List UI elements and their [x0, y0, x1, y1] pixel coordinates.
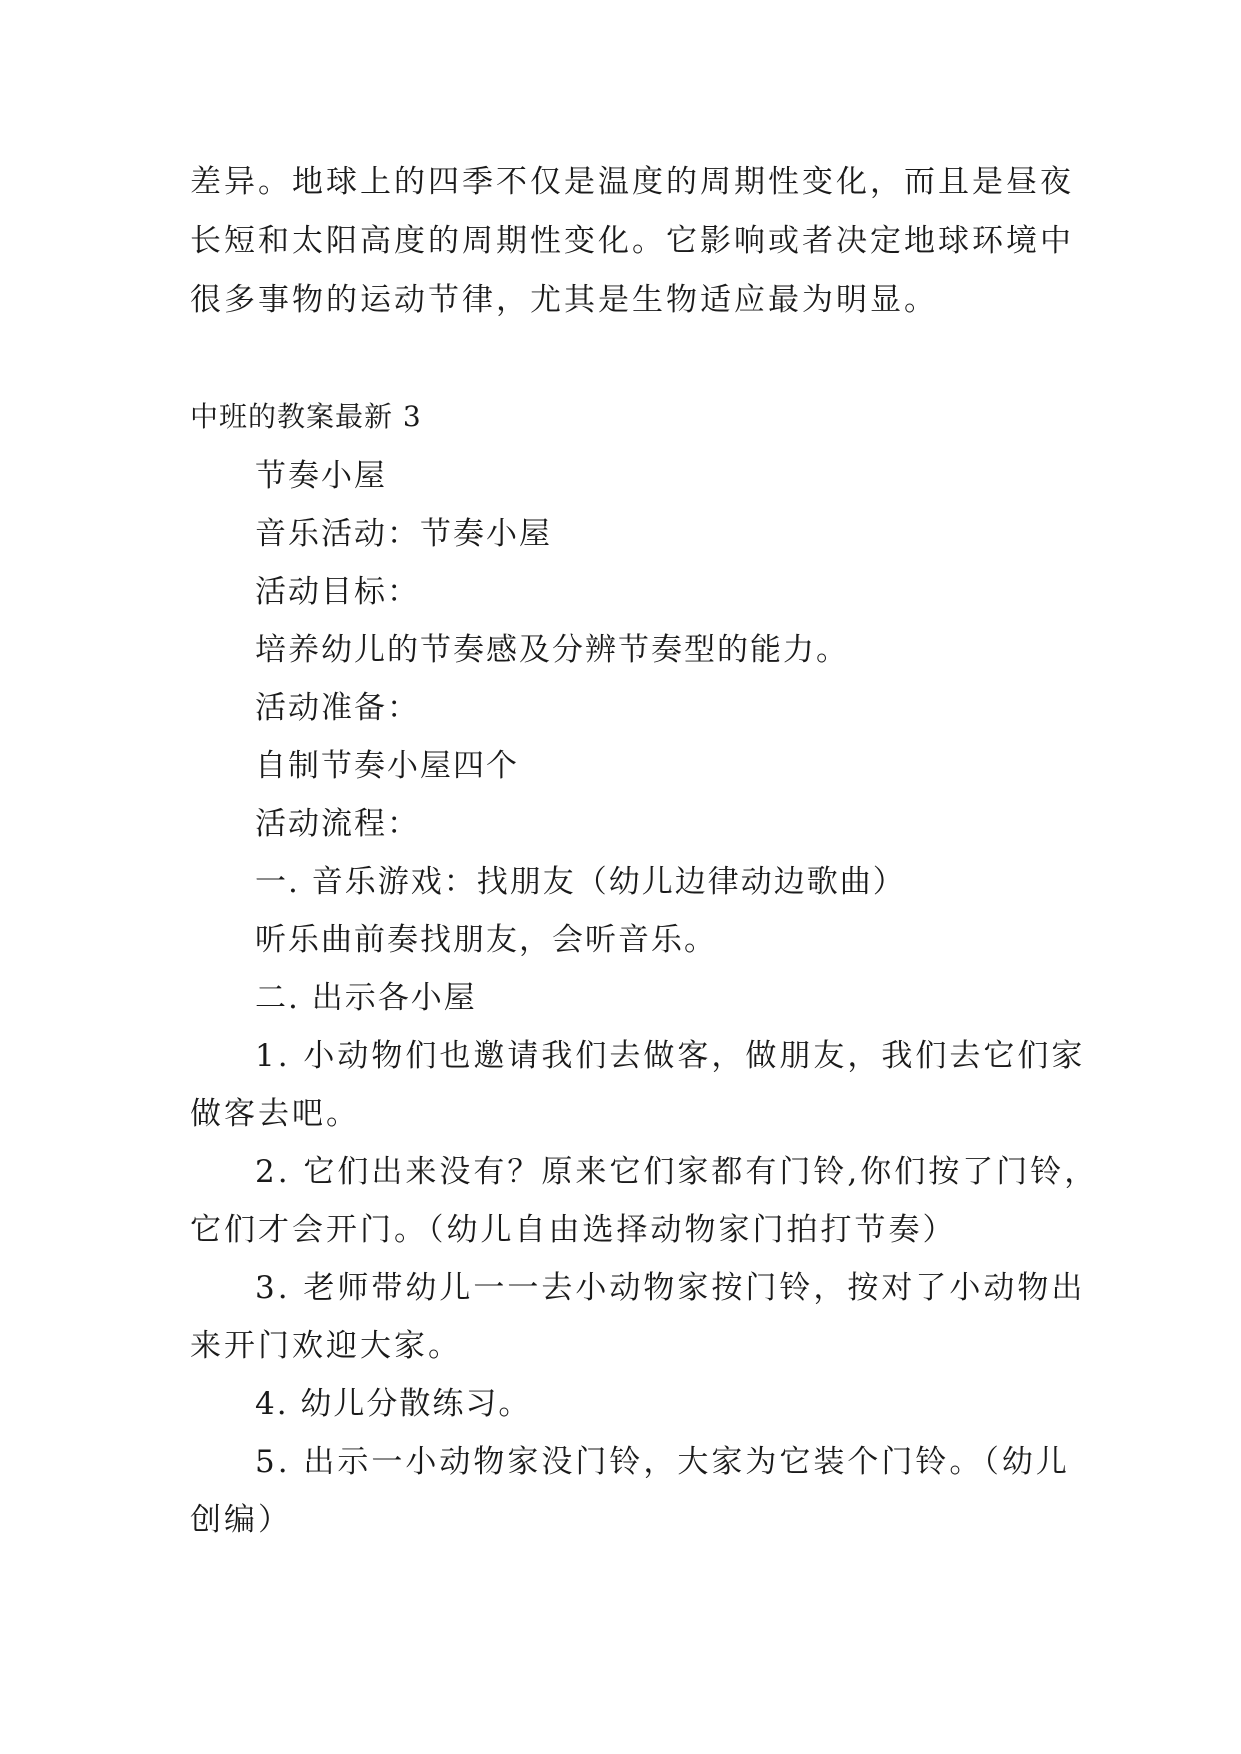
section-title: 中班的教案最新 3 — [190, 400, 422, 433]
list-item-5-line-1: 5. 出示一小动物家没门铃，大家为它装个门铃。（幼儿 — [255, 1444, 1070, 1480]
step-1: 一. 音乐游戏：找朋友（幼儿边律动边歌曲） — [255, 864, 906, 900]
list-item-2-line-1: 2. 它们出来没有？原来它们家都有门铃,你们按了门铃， — [255, 1154, 1099, 1190]
lesson-title: 节奏小屋 — [255, 458, 387, 494]
prep-label: 活动准备： — [255, 690, 420, 726]
process-label: 活动流程： — [255, 806, 420, 842]
list-item-5-line-2: 创编） — [190, 1502, 292, 1538]
goal-text: 培养幼儿的节奏感及分辨节奏型的能力。 — [255, 632, 849, 668]
intro-line-3: 很多事物的运动节律，尤其是生物适应最为明显。 — [190, 282, 938, 318]
activity-name: 音乐活动：节奏小屋 — [255, 516, 552, 552]
list-item-2-line-2: 它们才会开门。（幼儿自由选择动物家门拍打节奏） — [190, 1212, 957, 1248]
intro-line-2: 长短和太阳高度的周期性变化。它影响或者决定地球环境中 — [190, 223, 1074, 259]
step-2: 二. 出示各小屋 — [255, 980, 477, 1016]
step-1-detail: 听乐曲前奏找朋友，会听音乐。 — [255, 922, 717, 958]
prep-text: 自制节奏小屋四个 — [255, 748, 519, 784]
list-item-3-line-1: 3. 老师带幼儿一一去小动物家按门铃，按对了小动物出 — [255, 1270, 1086, 1306]
goal-label: 活动目标： — [255, 574, 420, 610]
intro-line-1: 差异。地球上的四季不仅是温度的周期性变化，而且是昼夜 — [190, 164, 1074, 200]
list-item-4: 4. 幼儿分散练习。 — [255, 1386, 532, 1422]
list-item-1-line-2: 做客去吧。 — [190, 1096, 360, 1132]
list-item-1-line-1: 1. 小动物们也邀请我们去做客，做朋友，我们去它们家 — [255, 1038, 1086, 1074]
list-item-3-line-2: 来开门欢迎大家。 — [190, 1328, 462, 1364]
